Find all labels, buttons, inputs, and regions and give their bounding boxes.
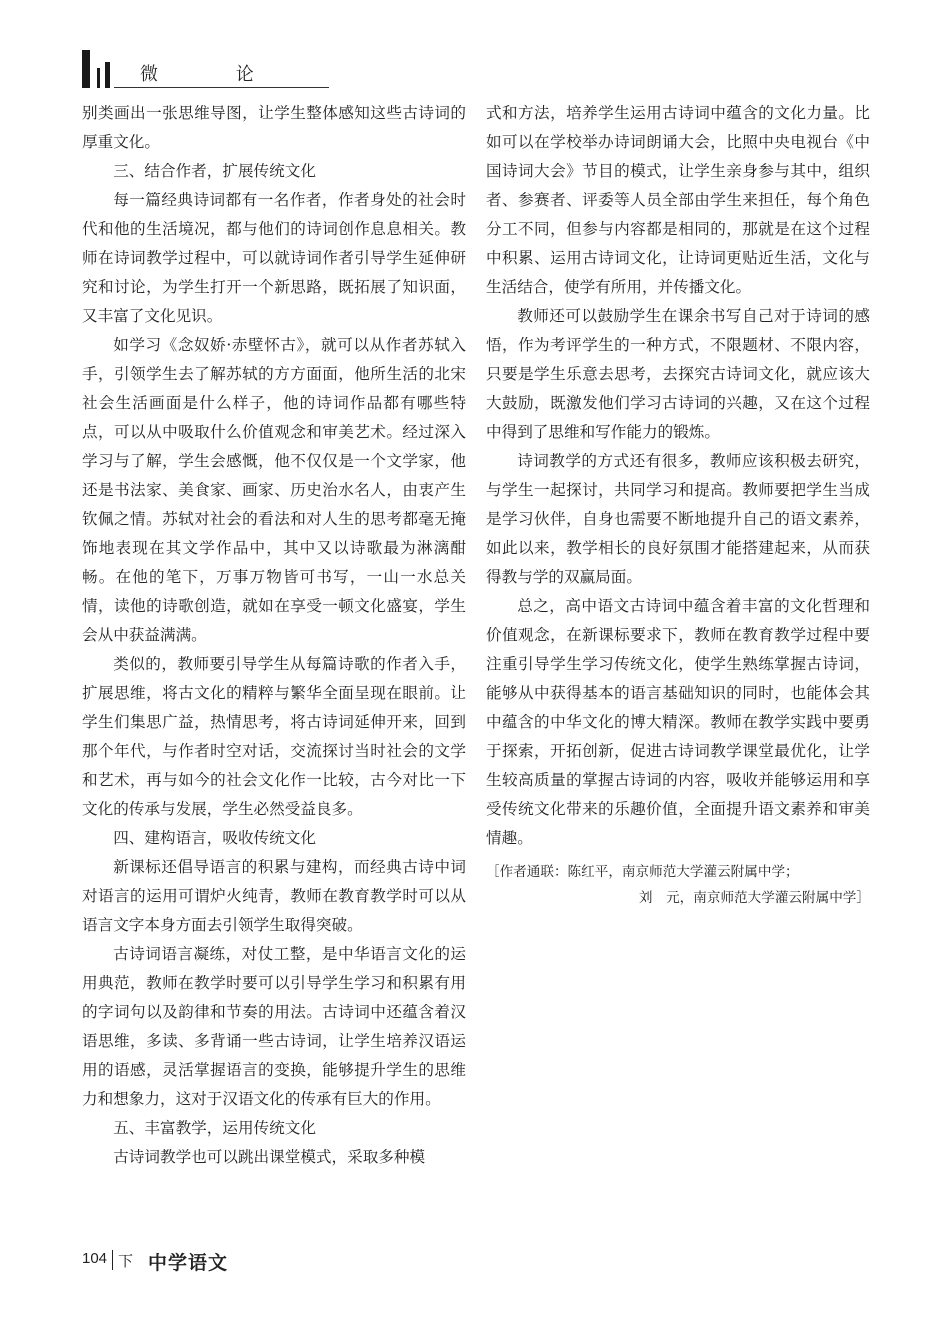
author-note-line: ［作者通联：陈红平，南京师范大学灌云附属中学；	[486, 864, 799, 880]
paragraph: 别类画出一张思维导图，让学生整体感知这些古诗词的厚重文化。	[82, 104, 466, 151]
page-number: 104	[82, 1250, 108, 1267]
journal-logo: 中学语文	[148, 1252, 229, 1274]
section-heading: 四、建构语言，吸收传统文化	[113, 829, 316, 847]
section-header	[82, 50, 290, 90]
paragraph: 如学习《念奴娇·赤壁怀古》，就可以从作者苏轼入手，引领学生去了解苏轼的方方面面，他所生活的北宋社会生活画面是什么样子，他的诗词作品都有哪些特点，可以从中吸取什么价值观念和审美艺术。经过深入学习与了解，学生会感慨，他不仅仅是一个文学家，他还是书法家、美食家、画家、历史治水名人，由衷产生钦佩之情。苏轼对社会的看法和对人生的思考都毫无掩饰地表现在其文学作品中，其中又以诗歌最为淋漓酣畅。在他的笔下，万事万物皆可书写，一山一水总关情，读他的诗歌创造，就如在享受一顿文化盛宴，学生会从中获益满满。	[82, 336, 466, 644]
author-note-line: 刘 元，南京师范大学灌云附属中学］	[638, 890, 870, 906]
paragraph: 古诗词教学也可以跳出课堂模式，采取多种模	[113, 1148, 426, 1166]
header-bar-decoration	[97, 68, 100, 88]
issue-half: 下	[118, 1252, 134, 1270]
paragraph: 总之，高中语文古诗词中蕴含着丰富的文化哲理和价值观念，在新课标要求下，教师在教育教学过程中要注重引导学生学习传统文化，使学生熟练掌握古诗词，能够从中获得基本的语言基础知识的同时，也能体会其中蕴含的中华文化的博大精深。教师在教学实践中要勇于探索，开拓创新，促进古诗词教学课堂最优化，让学生较高质量的掌握古诗词的内容，吸收并能够运用和享受传统文化带来的乐趣价值，全面提升语文素养和审美情趣。	[486, 597, 870, 847]
section-heading: 三、结合作者，扩展传统文化	[113, 162, 316, 180]
page-footer	[82, 1248, 282, 1274]
paragraph: 式和方法，培养学生运用古诗词中蕴含的文化力量。比如可以在学校举办诗词朗诵大会，比照中央电视台《中国诗词大会》节目的模式，让学生亲身参与其中，组织者、参赛者、评委等人员全部由学生来担任，每个角色分工不同，但参与内容都是相同的，那就是在这个过程中积累、运用古诗词文化，让诗词更贴近生活，文化与生活结合，使学有所用，并传播文化。	[486, 104, 870, 296]
header-rule	[114, 87, 329, 88]
left-column	[82, 99, 466, 1172]
section-heading: 五、丰富教学，运用传统文化	[113, 1119, 316, 1137]
right-column	[486, 99, 870, 911]
paragraph: 新课标还倡导语言的积累与建构，而经典古诗中词对语言的运用可谓炉火纯青，教师在教育教学时可以从语言文字本身方面去引领学生取得突破。	[82, 858, 466, 934]
paragraph: 诗词教学的方式还有很多，教师应该积极去研究，与学生一起探讨，共同学习和提高。教师要把学生当成是学习伙伴，自身也需要不断地提升自己的语文素养，如此以来，教学相长的良好氛围才能搭建起来，从而获得教与学的双赢局面。	[486, 452, 870, 586]
paragraph: 教师还可以鼓励学生在课余书写自己对于诗词的感悟，作为考评学生的一种方式，不限题材、不限内容，只要是学生乐意去思考，去探究古诗词文化，就应该大大鼓励，既激发他们学习古诗词的兴趣，又在这个过程中得到了思维和写作能力的锻炼。	[486, 307, 870, 441]
paragraph: 类似的，教师要引导学生从每篇诗歌的作者入手，扩展思维，将古文化的精粹与繁华全面呈现在眼前。让学生们集思广益，热情思考，将古诗词延伸开来，回到那个年代，与作者时空对话，交流探讨当时社会的文学和艺术，再与如今的社会文化作一比较，古今对比一下文化的传承与发展，学生必然受益良多。	[82, 655, 466, 818]
paragraph: 古诗词语言凝练，对仗工整，是中华语言文化的运用典范，教师在教学时要可以引导学生学习和积累有用的字词句以及韵律和节奏的用法。古诗词中还蕴含着汉语思维，多读、多背诵一些古诗词，让学生培养汉语运用的语感，灵活掌握语言的变换，能够提升学生的思维力和想象力，这对于汉语文化的传承有巨大的作用。	[82, 945, 466, 1108]
author-note	[486, 859, 870, 911]
paragraph: 每一篇经典诗词都有一名作者，作者身处的社会时代和他的生活境况，都与他们的诗词创作息息相关。教师在诗词教学过程中，可以就诗词作者引导学生延伸研究和讨论，为学生打开一个新思路，既拓展了知识面，又丰富了文化见识。	[82, 191, 466, 325]
footer-divider	[112, 1250, 113, 1270]
section-title: 微 论	[140, 64, 290, 85]
header-bar-decoration	[82, 50, 90, 88]
header-bar-decoration	[105, 62, 110, 88]
